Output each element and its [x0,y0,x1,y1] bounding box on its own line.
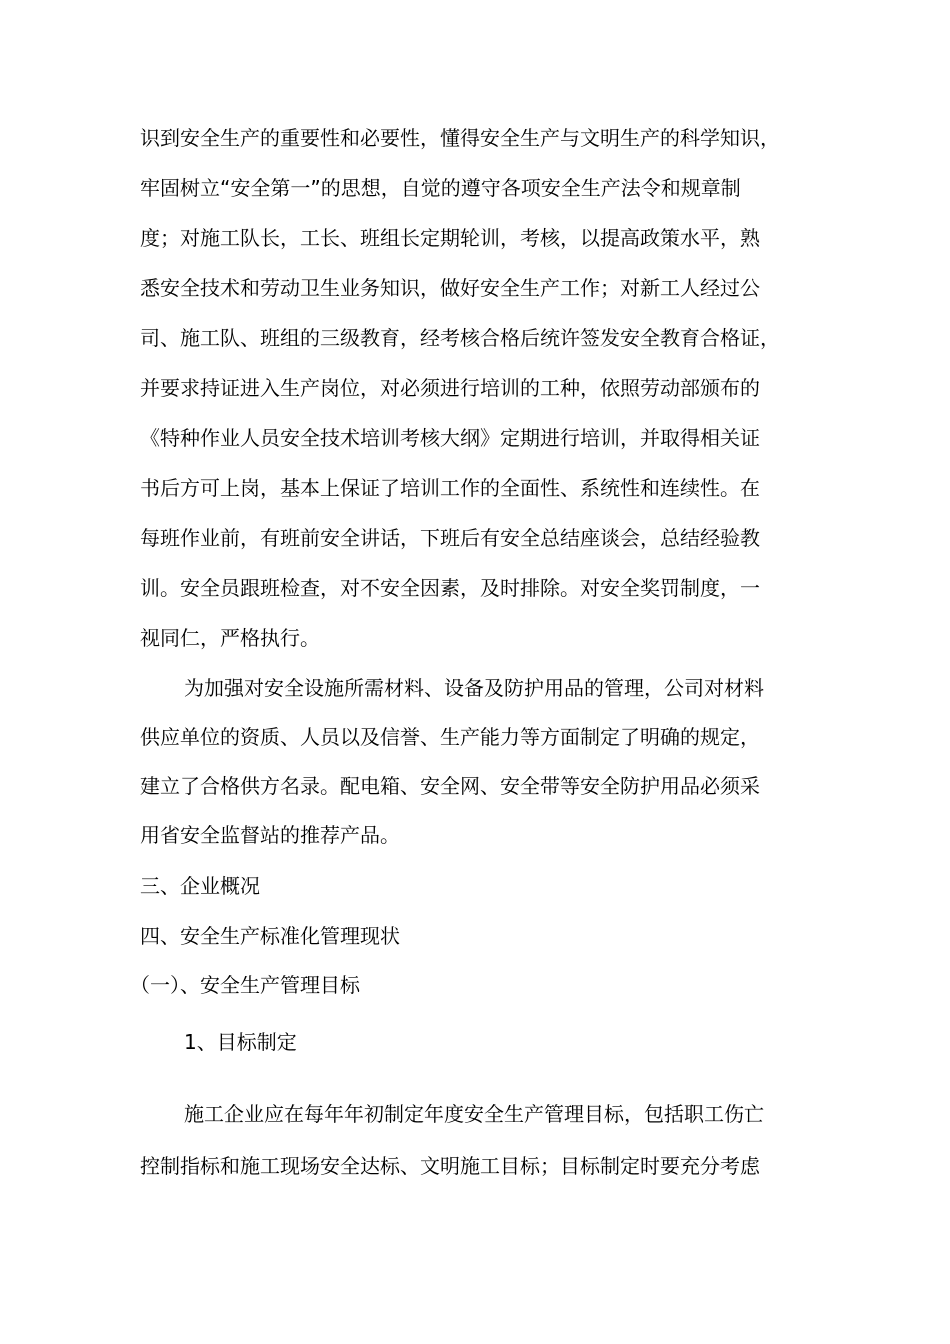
paragraph1-line-7: 《特种作业人员安全技术培训考核大纲》定期进行培训，并取得相关证 [140,426,760,450]
paragraph2-line-4: 用省安全监督站的推荐产品。 [140,823,400,847]
paragraph2-line-1: 为加强对安全设施所需材料、设备及防护用品的管理，公司对材料 [184,676,764,700]
paragraph2-line-2: 供应单位的资质、人员以及信誉、生产能力等方面制定了明确的规定， [140,725,760,749]
paragraph1-line-2: 牢固树立“安全第一”的思想，自觉的遵守各项安全生产法令和规章制 [140,176,741,200]
heading-section-4: 四、安全生产标准化管理现状 [140,924,400,948]
paragraph1-line-9: 每班作业前，有班前安全讲话，下班后有安全总结座谈会，总结经验教 [140,526,760,550]
paragraph1-line-8: 书后方可上岗，基本上保证了培训工作的全面性、系统性和连续性。在 [140,476,760,500]
paragraph1-line-6: 并要求持证进入生产岗位，对必须进行培训的工种，依照劳动部颁布的 [140,376,760,400]
heading-section-3: 三、企业概况 [140,874,260,898]
paragraph1-line-1: 识到安全生产的重要性和必要性，懂得安全生产与文明生产的科学知识， [140,126,780,150]
paragraph3-line-2: 控制指标和施工现场安全达标、文明施工目标；目标制定时要充分考虑 [140,1154,760,1178]
paragraph3-line-1: 施工企业应在每年年初制定年度安全生产管理目标，包括职工伤亡 [184,1102,764,1126]
heading-subsection-1: （一）、安全生产管理目标 [130,973,360,997]
paragraph2-line-3: 建立了合格供方名录。配电箱、安全网、安全带等安全防护用品必须采 [140,774,760,798]
paragraph1-line-4: 悉安全技术和劳动卫生业务知识，做好安全生产工作；对新工人经过公 [140,276,760,300]
heading-item-1: 1、目标制定 [184,1030,297,1054]
paragraph1-line-5: 司、施工队、班组的三级教育，经考核合格后统许签发安全教育合格证， [140,326,780,350]
paragraph1-line-3: 度；对施工队长，工长、班组长定期轮训，考核，以提高政策水平，熟 [140,226,760,250]
paragraph1-line-11: 视同仁，严格执行。 [140,626,320,650]
paragraph1-line-10: 训。安全员跟班检查，对不安全因素，及时排除。对安全奖罚制度，一 [140,576,760,600]
